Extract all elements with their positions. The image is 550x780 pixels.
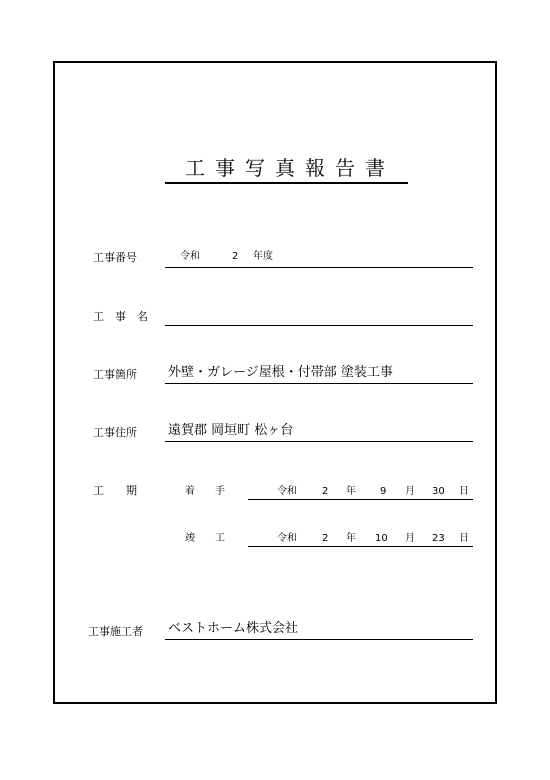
number-suffix: 年度 <box>253 251 273 262</box>
end-underline <box>248 546 473 547</box>
start-day: 30 <box>432 486 445 497</box>
location-underline <box>165 383 473 384</box>
end-label: 竣 工 <box>185 533 225 544</box>
period-label: 工 期 <box>93 484 137 497</box>
number-era: 令和 <box>180 251 200 262</box>
end-era: 令和 <box>277 533 297 544</box>
end-month: 10 <box>375 533 388 544</box>
start-underline <box>248 499 473 500</box>
number-label: 工事番号 <box>93 251 137 264</box>
contractor-label: 工事施工者 <box>88 625 143 638</box>
end-year: 2 <box>322 533 329 544</box>
end-month-unit: 月 <box>405 533 415 544</box>
contractor-underline <box>165 639 473 640</box>
end-day-unit: 日 <box>459 533 469 544</box>
end-day: 23 <box>432 533 445 544</box>
address-underline <box>165 441 473 442</box>
address-label: 工事住所 <box>93 426 137 439</box>
start-day-unit: 日 <box>459 486 469 497</box>
address-value: 遠賀郡 岡垣町 松ヶ台 <box>168 423 294 438</box>
start-month: 9 <box>380 486 387 497</box>
start-month-unit: 月 <box>405 486 415 497</box>
location-value: 外壁・ガレージ屋根・付帯部 塗装工事 <box>168 365 393 380</box>
document-title: 工事写真報告書 <box>185 156 395 180</box>
end-year-unit: 年 <box>346 533 356 544</box>
name-label: 工 事 名 <box>93 310 148 323</box>
start-year: 2 <box>322 486 329 497</box>
contractor-value: ベストホーム株式会社 <box>168 621 299 636</box>
number-year: 2 <box>232 251 239 262</box>
number-underline <box>165 267 473 268</box>
location-label: 工事箇所 <box>93 368 137 381</box>
start-label: 着 手 <box>185 486 225 497</box>
title-underline <box>165 182 408 184</box>
start-year-unit: 年 <box>346 486 356 497</box>
name-underline <box>165 325 473 326</box>
start-era: 令和 <box>277 486 297 497</box>
